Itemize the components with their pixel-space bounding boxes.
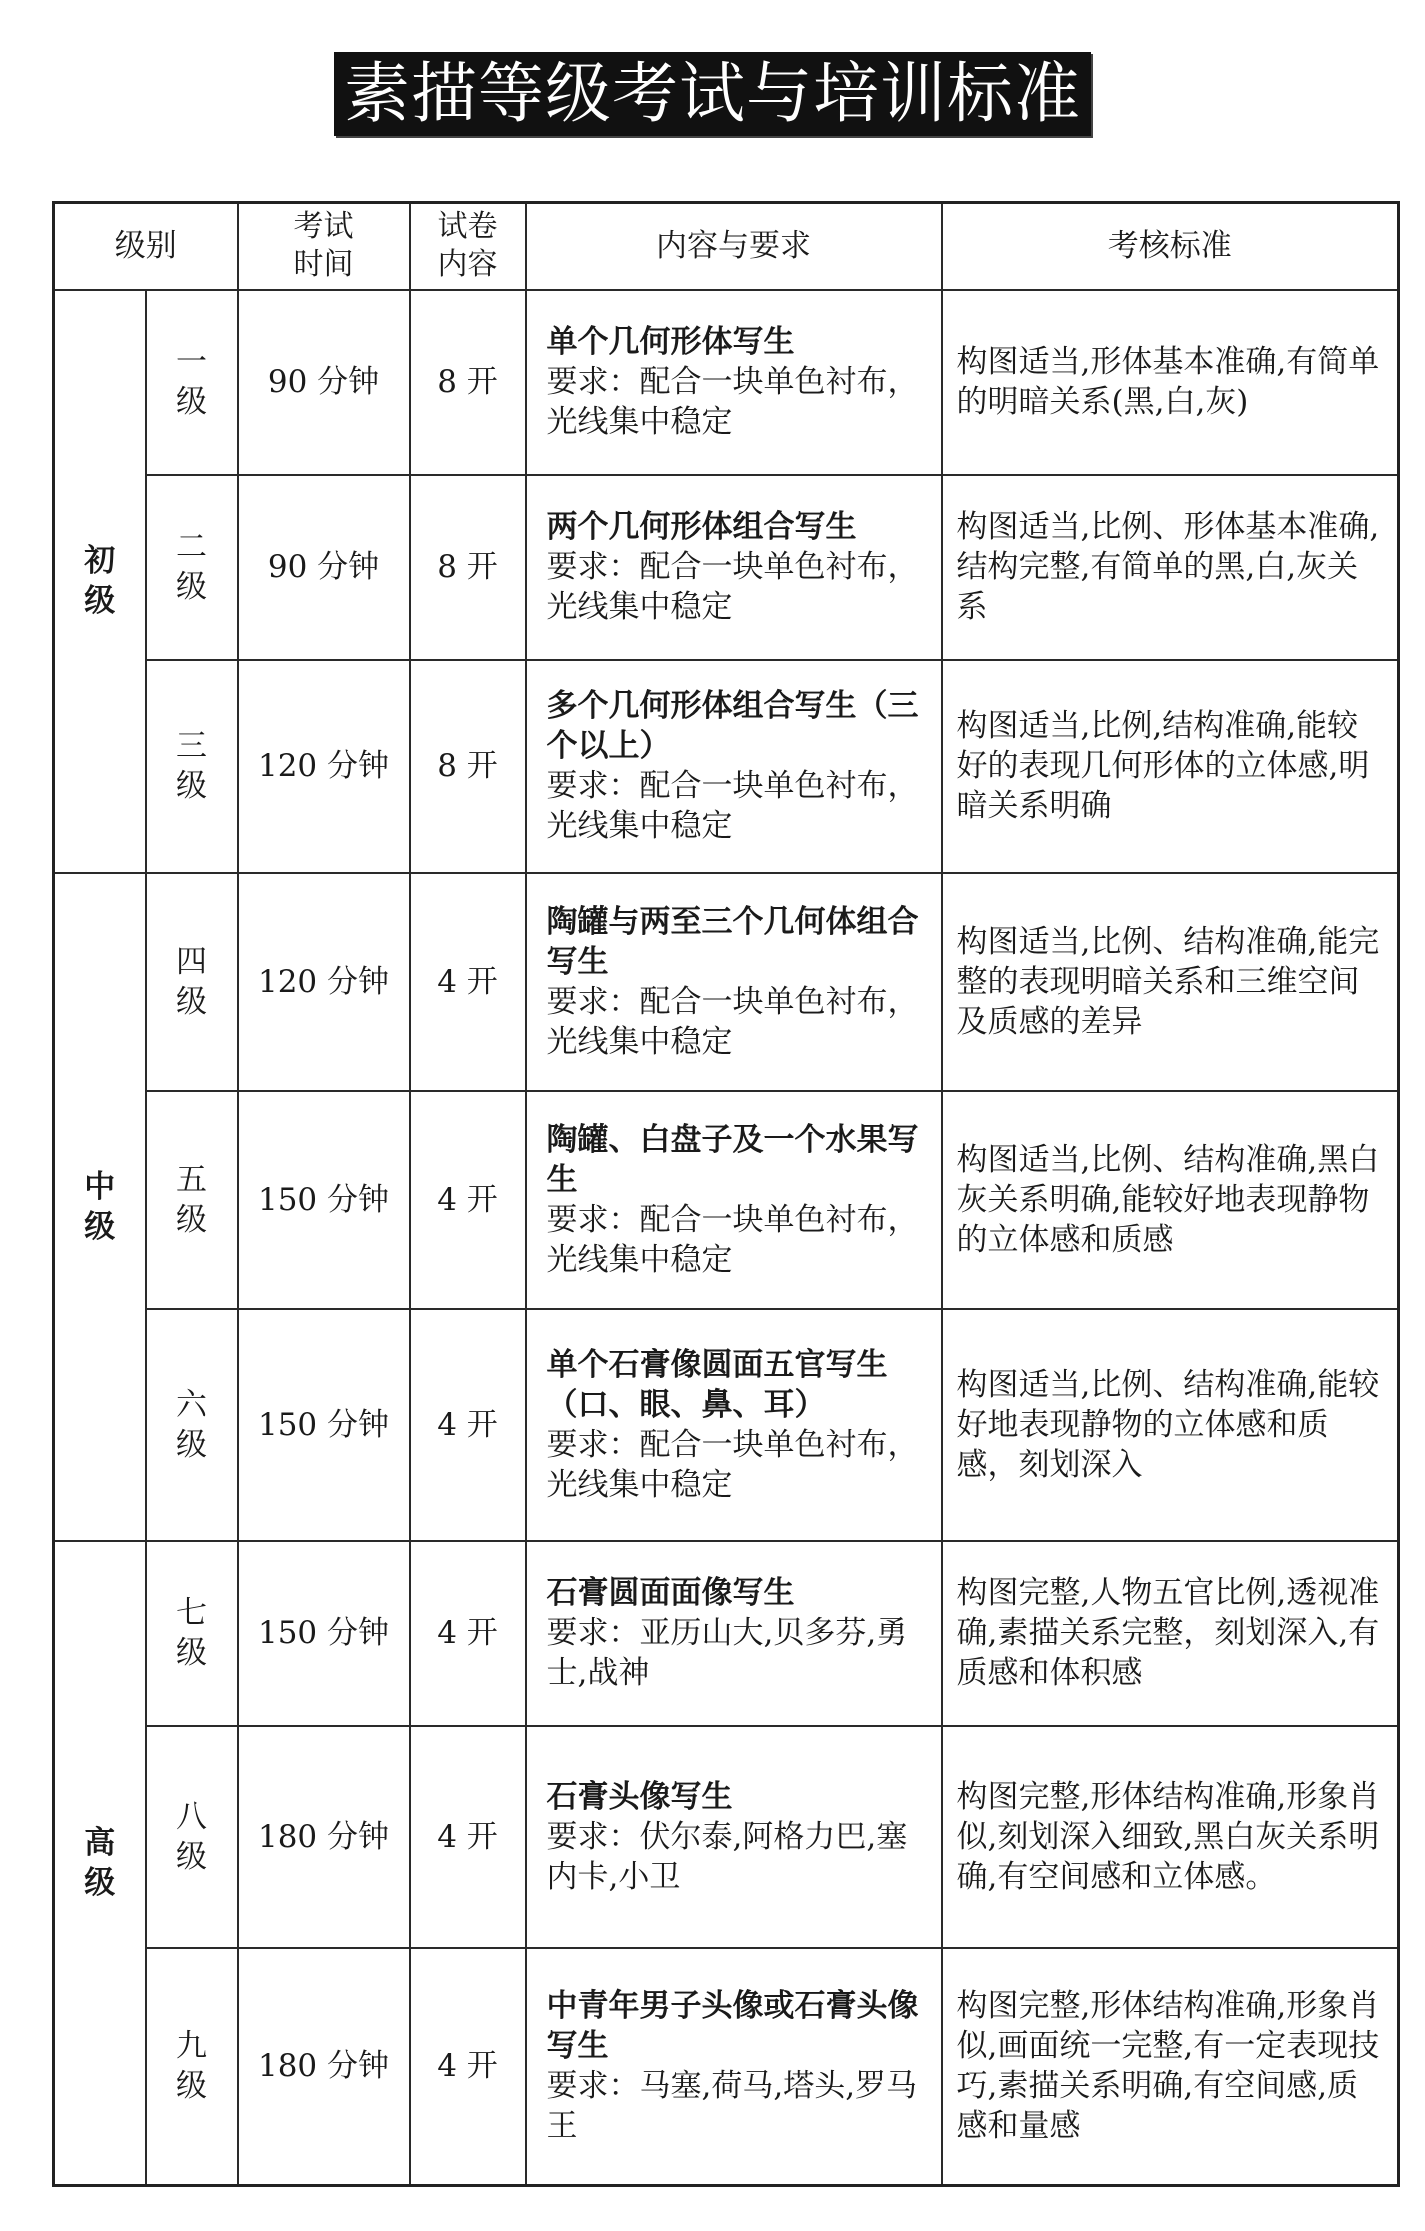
content-title: 单个几何形体写生 — [546, 324, 795, 360]
standard-cell: 构图完整,人物五官比例,透视准确,素描关系完整，刻划深入,有质感和体积感 — [942, 1541, 1399, 1726]
sub-level — [146, 873, 238, 1091]
exam-time: 120 分钟 — [238, 873, 410, 1091]
group-label-line1: 中 — [84, 1168, 116, 1205]
sub-level-line2: 级 — [176, 1426, 207, 1463]
standard-cell: 构图适当,比例,结构准确,能较好的表现几何形体的立体感,明暗关系明确 — [942, 660, 1399, 873]
header-time-line2: 时间 — [293, 247, 354, 283]
table-row — [54, 1948, 1399, 2186]
group-label — [54, 1541, 146, 2186]
sub-level — [146, 1309, 238, 1541]
sub-level-line1: 三 — [176, 728, 207, 764]
table-row — [54, 290, 1399, 475]
paper-size: 4 开 — [410, 1091, 526, 1309]
header-level: 级别 — [54, 203, 238, 290]
content-requirement: 要求：配合一块单色衬布，光线集中稳定 — [546, 1201, 919, 1278]
paper-size: 4 开 — [410, 1726, 526, 1948]
content-requirement: 要求：配合一块单色衬布，光线集中稳定 — [546, 983, 919, 1060]
content-title: 两个几何形体组合写生 — [546, 509, 857, 545]
content-requirement: 要求：配合一块单色衬布，光线集中稳定 — [546, 364, 919, 440]
sub-level-line1: 四 — [176, 943, 207, 980]
sub-level-line1: 六 — [176, 1386, 207, 1423]
paper-size: 8 开 — [410, 660, 526, 873]
sub-level-line2: 级 — [176, 1838, 207, 1875]
exam-time: 150 分钟 — [238, 1309, 410, 1541]
exam-time: 180 分钟 — [238, 1948, 410, 2186]
group-label-line1: 初 — [84, 543, 116, 579]
standard-cell: 构图适当,比例、结构准确,能完整的表现明暗关系和三维空间及质感的差异 — [942, 873, 1399, 1091]
table-row — [54, 475, 1399, 660]
sub-level-line1: 五 — [176, 1161, 207, 1198]
content-title: 陶罐与两至三个几何体组合写生 — [546, 903, 919, 980]
content-cell — [526, 1091, 942, 1309]
content-cell — [526, 290, 942, 475]
content-requirement: 要求：配合一块单色衬布，光线集中稳定 — [546, 1426, 919, 1503]
header-paper-line2: 内容 — [437, 247, 498, 283]
standard-cell: 构图适当,形体基本准确,有简单的明暗关系(黑,白,灰) — [942, 290, 1399, 475]
header-row — [54, 203, 1399, 290]
content-requirement: 要求：配合一块单色衬布，光线集中稳定 — [546, 768, 919, 844]
table-row — [54, 1309, 1399, 1541]
header-time-line1: 考试 — [293, 209, 354, 245]
content-cell — [526, 1948, 942, 2186]
standard-cell: 构图完整,形体结构准确,形象肖似,画面统一完整,有一定表现技巧,素描关系明确,有空间感,质感和量感 — [942, 1948, 1399, 2186]
header-paper — [410, 203, 526, 290]
group-label — [54, 290, 146, 873]
paper-size: 4 开 — [410, 873, 526, 1091]
content-cell — [526, 1726, 942, 1948]
content-title: 单个石膏像圆面五官写生（口、眼、鼻、耳） — [546, 1346, 888, 1423]
exam-time: 90 分钟 — [238, 290, 410, 475]
content-cell — [526, 873, 942, 1091]
paper-size: 4 开 — [410, 1541, 526, 1726]
table-row — [54, 660, 1399, 873]
content-cell — [526, 1309, 942, 1541]
table-row — [54, 873, 1399, 1091]
content-requirement: 要求：配合一块单色衬布，光线集中稳定 — [546, 549, 919, 625]
sub-level — [146, 660, 238, 873]
paper-size: 8 开 — [410, 290, 526, 475]
group-label-line2: 级 — [84, 1208, 116, 1245]
standard-cell: 构图适当,比例、形体基本准确,结构完整,有简单的黑,白,灰关系 — [942, 475, 1399, 660]
table-row — [54, 1541, 1399, 1726]
paper-size: 4 开 — [410, 1948, 526, 2186]
exam-time: 120 分钟 — [238, 660, 410, 873]
content-title: 石膏头像写生 — [546, 1778, 733, 1815]
exam-time: 180 分钟 — [238, 1726, 410, 1948]
exam-time: 150 分钟 — [238, 1091, 410, 1309]
content-cell — [526, 1541, 942, 1726]
content-title: 多个几何形体组合写生（三个以上） — [546, 688, 919, 764]
content-cell — [526, 660, 942, 873]
content-requirement: 要求：亚历山大,贝多芬,勇士,战神 — [546, 1615, 908, 1691]
sub-level-line1: 一 — [176, 344, 207, 380]
sub-level-line2: 级 — [176, 1635, 207, 1671]
paper-size: 8 开 — [410, 475, 526, 660]
standard-cell: 构图适当,比例、结构准确,能较好地表现静物的立体感和质感，刻划深入 — [942, 1309, 1399, 1541]
standard-cell: 构图适当,比例、结构准确,黑白灰关系明确,能较好地表现静物的立体感和质感 — [942, 1091, 1399, 1309]
table-row — [54, 1726, 1399, 1948]
header-time — [238, 203, 410, 290]
group-label — [54, 873, 146, 1541]
paper-size: 4 开 — [410, 1309, 526, 1541]
sub-level — [146, 475, 238, 660]
table-row — [54, 1091, 1399, 1309]
sub-level-line1: 九 — [176, 2028, 207, 2065]
sub-level — [146, 290, 238, 475]
sub-level-line2: 级 — [176, 569, 207, 605]
sub-level-line1: 八 — [176, 1798, 207, 1835]
standard-cell: 构图完整,形体结构准确,形象肖似,刻划深入细致,黑白灰关系明确,有空间感和立体感。 — [942, 1726, 1399, 1948]
sub-level-line1: 二 — [176, 529, 207, 565]
header-paper-line1: 试卷 — [437, 209, 498, 245]
page-title: 素描等级考试与培训标准 — [334, 52, 1091, 136]
sub-level-line2: 级 — [176, 384, 207, 420]
sub-level — [146, 1091, 238, 1309]
exam-time: 150 分钟 — [238, 1541, 410, 1726]
content-title: 陶罐、白盘子及一个水果写生 — [546, 1121, 919, 1198]
exam-time: 90 分钟 — [238, 475, 410, 660]
standards-table — [52, 201, 1400, 2187]
content-requirement: 要求：马塞,荷马,塔头,罗马王 — [546, 2068, 918, 2145]
content-cell — [526, 475, 942, 660]
sub-level-line2: 级 — [176, 983, 207, 1020]
title-wrap — [0, 52, 1425, 136]
group-label-line2: 级 — [84, 583, 116, 619]
sub-level — [146, 1948, 238, 2186]
sub-level-line2: 级 — [176, 1201, 207, 1238]
content-title: 石膏圆面面像写生 — [546, 1575, 795, 1611]
sub-level-line1: 七 — [176, 1595, 207, 1631]
sub-level — [146, 1726, 238, 1948]
content-title: 中青年男子头像或石膏头像写生 — [546, 1988, 919, 2065]
header-content: 内容与要求 — [526, 203, 942, 290]
header-standard: 考核标准 — [942, 203, 1399, 290]
sub-level-line2: 级 — [176, 768, 207, 804]
sub-level-line2: 级 — [176, 2068, 207, 2105]
sub-level — [146, 1541, 238, 1726]
content-requirement: 要求：伏尔泰,阿格力巴,塞内卡,小卫 — [546, 1818, 908, 1895]
group-label-line1: 高 — [84, 1824, 116, 1861]
group-label-line2: 级 — [84, 1864, 116, 1901]
